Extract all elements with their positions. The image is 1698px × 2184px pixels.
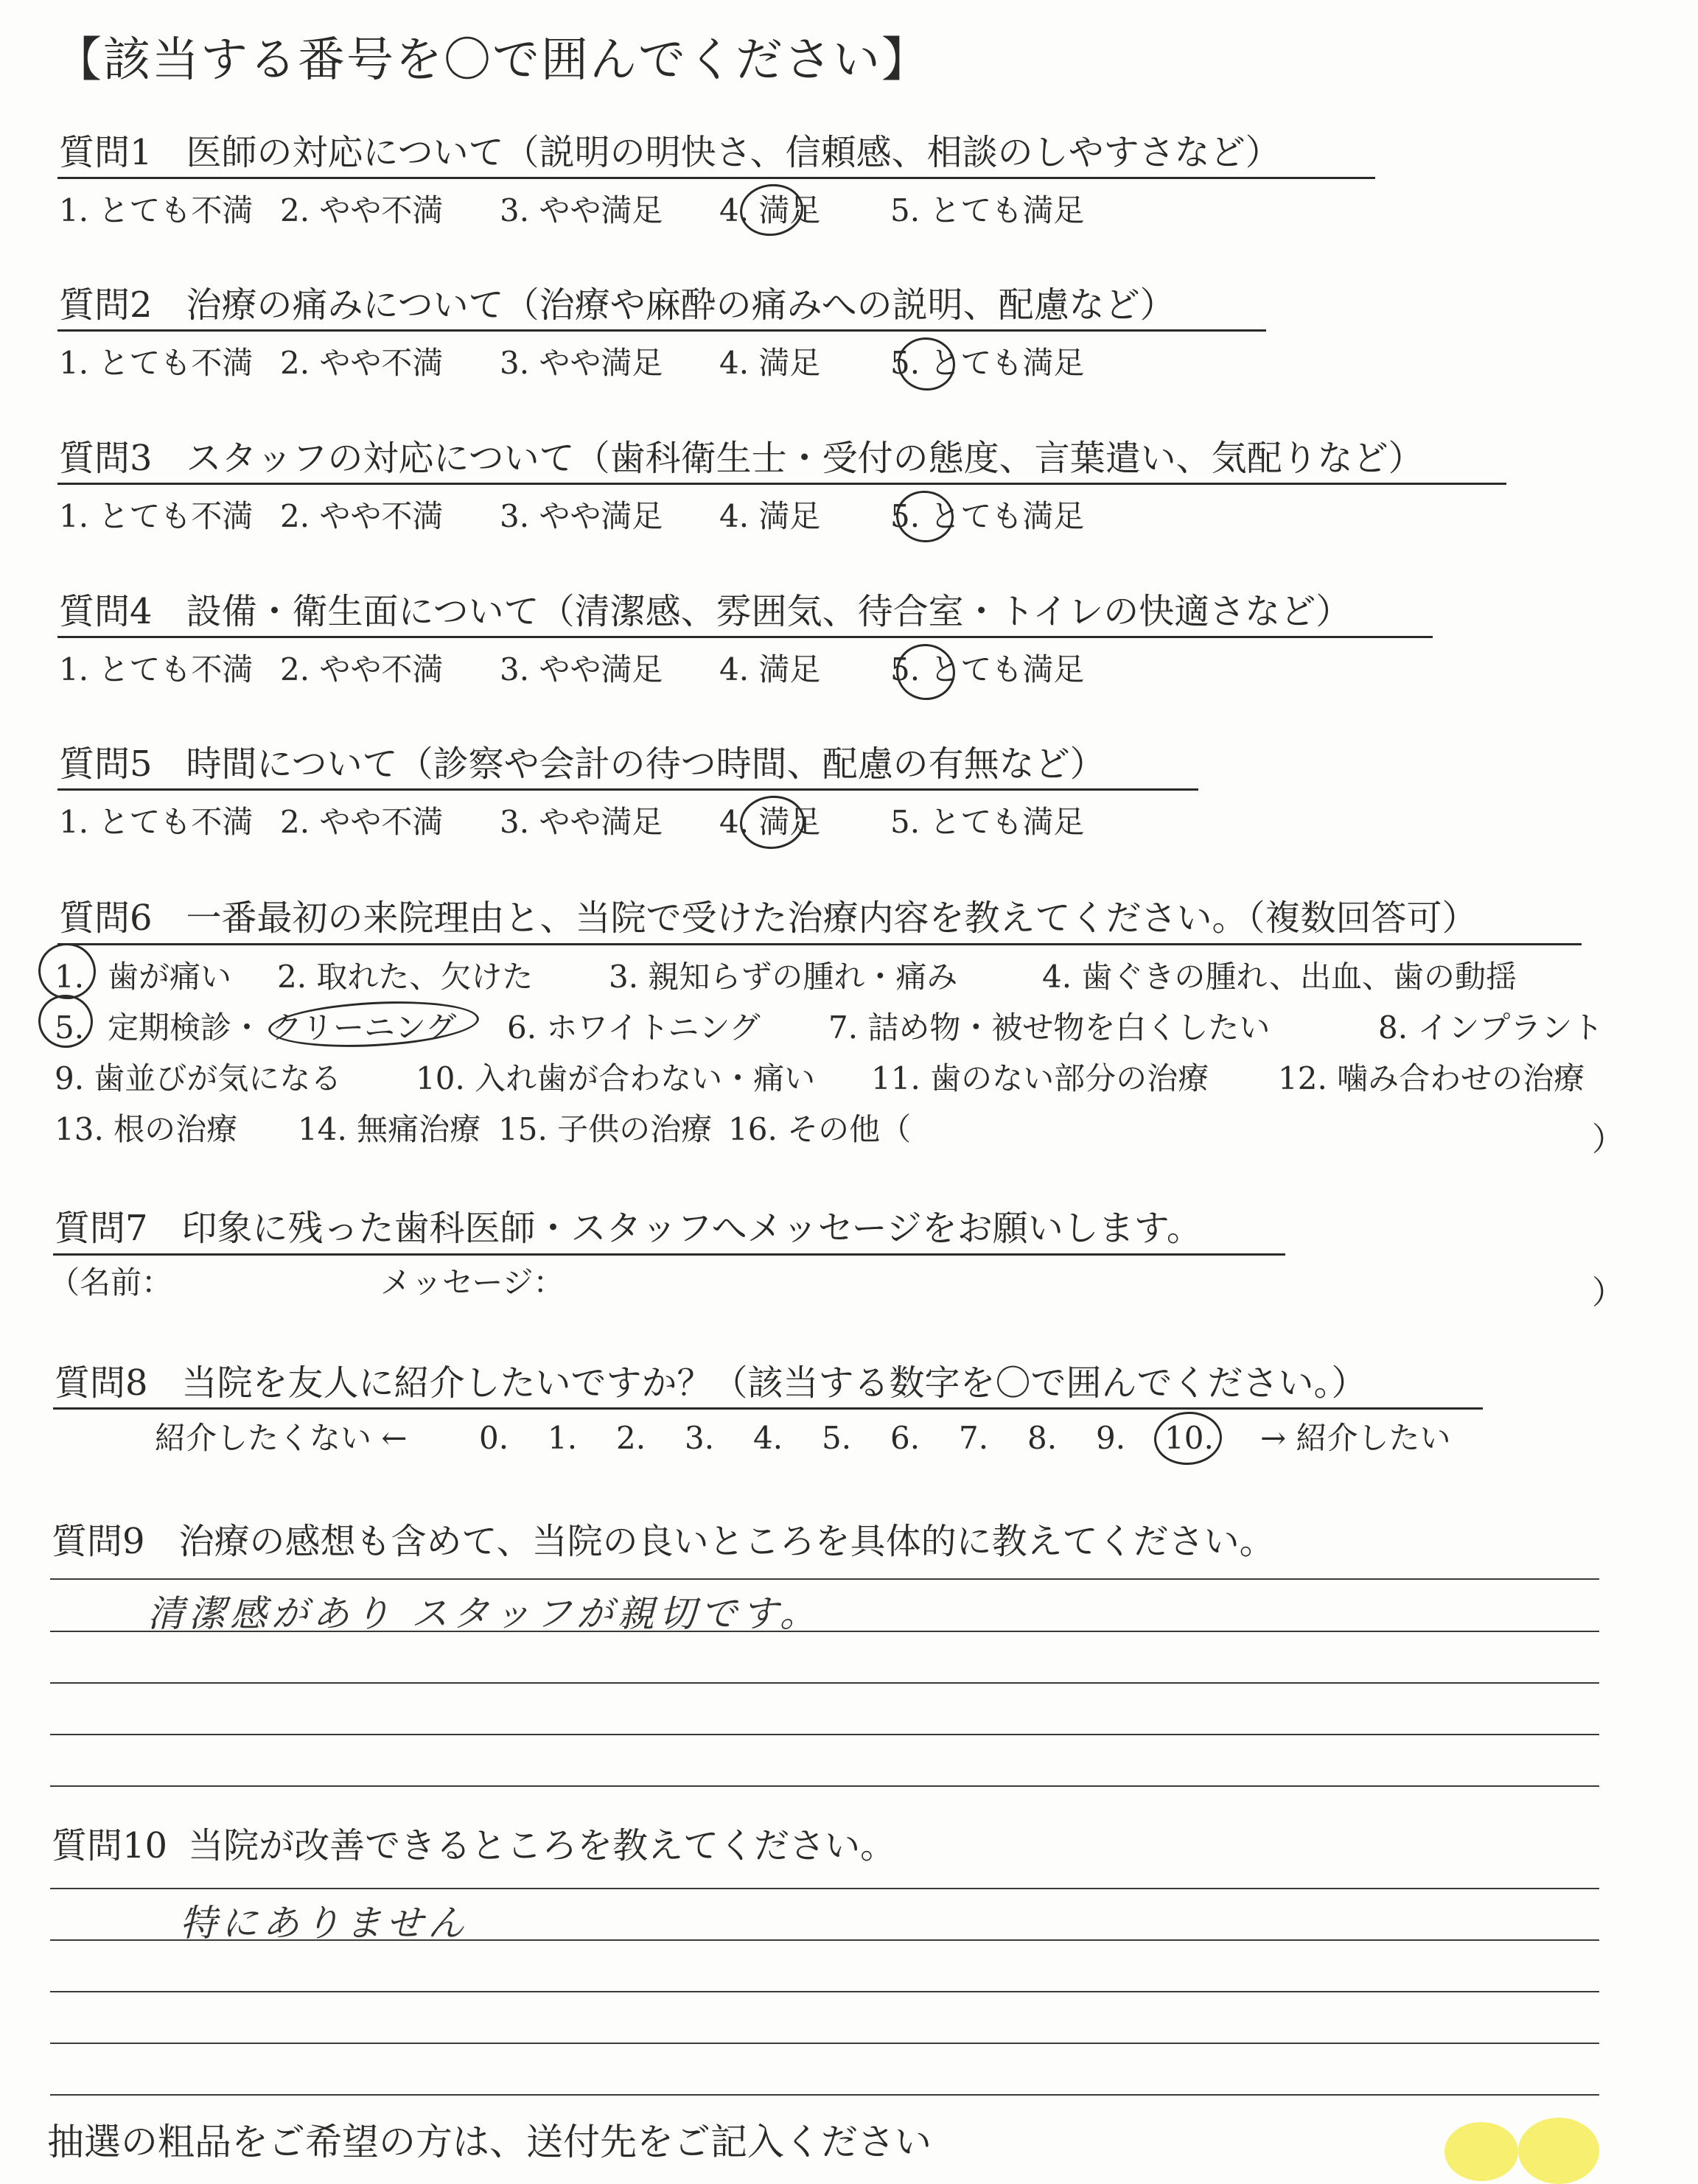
message-close-paren: ） (1592, 1274, 1624, 1312)
question-heading: 質問8 当院を友人に紹介したいですか？（該当する数字を〇で囲んでください。） (55, 1362, 1367, 1404)
scale-left-label: 紹介したくない ← (155, 1420, 408, 1456)
question-heading: 質問5 時間について（診察や会計の待つ時間、配慮の有無など） (59, 743, 1105, 785)
answer-line (50, 1682, 1599, 1684)
option-4[interactable]: 4. 歯ぐきの腫れ、出血、歯の動揺 (1042, 959, 1517, 995)
question-heading: 質問7 印象に残った歯科医師・スタッフへメッセージをお願いします。 (55, 1208, 1202, 1249)
heading-underline (53, 1253, 1285, 1256)
yellow-highlight (1444, 2122, 1518, 2181)
option-5[interactable]: 5. (55, 1009, 85, 1046)
option-2[interactable]: 2. やや不満 (280, 651, 444, 687)
option-5-label: 定期検診・ (108, 1009, 263, 1046)
option-3[interactable]: 3. やや満足 (500, 651, 663, 687)
answer-line (50, 1785, 1599, 1787)
options-row-1 (55, 959, 1517, 995)
question-heading: 質問3 スタッフの対応について（歯科衛生士・受付の態度、言葉遣い、気配りなど） (59, 438, 1424, 479)
option-10[interactable]: 10. 入れ歯が合わない・痛い (416, 1060, 816, 1096)
option-4[interactable]: 4. 満足 (719, 345, 821, 381)
option-11[interactable]: 11. 歯のない部分の治療 (871, 1060, 1209, 1096)
option-12[interactable]: 12. 噛み合わせの治療 (1278, 1060, 1585, 1096)
option-1[interactable]: 1. (55, 959, 85, 995)
option-1[interactable]: 1. とても不満 (59, 498, 254, 534)
option-3[interactable]: 3. 親知らずの腫れ・痛み (609, 959, 958, 995)
answer-line (50, 1578, 1599, 1580)
option-5[interactable]: 5. とても満足 (890, 651, 1085, 687)
option-3[interactable]: 3. やや満足 (500, 498, 663, 534)
footer-partial-text: 抽選の粗品をご希望の方は、送付先をご記入ください (47, 2121, 932, 2163)
option-4[interactable]: 4. 満足 (719, 651, 821, 687)
option-2[interactable]: 2. 取れた、欠けた (277, 959, 534, 995)
option-3[interactable]: 3. やや満足 (500, 804, 663, 840)
question-heading: 質問10 当院が改善できるところを教えてください。 (52, 1825, 896, 1866)
option-2[interactable]: 2. やや不満 (280, 498, 444, 534)
heading-underline (57, 177, 1375, 179)
option-5[interactable]: 5. とても満足 (890, 345, 1085, 381)
message-label: メッセージ： (380, 1264, 565, 1301)
scale-9[interactable]: 9. (1096, 1420, 1126, 1456)
option-13[interactable]: 13. 根の治療 (55, 1111, 238, 1147)
question-heading: 質問2 治療の痛みについて（治療や麻酔の痛みへの説明、配慮など） (59, 284, 1175, 326)
question-heading: 質問9 治療の感想も含めて、当院の良いところを具体的に教えてください。 (52, 1521, 1275, 1562)
option-2[interactable]: 2. やや不満 (280, 192, 444, 228)
scale-3[interactable]: 3. (685, 1420, 715, 1456)
scale-10[interactable]: 10. (1164, 1420, 1214, 1456)
selection-circle (737, 180, 807, 239)
handwritten-answer[interactable]: 特にありません (180, 1902, 469, 1945)
option-2[interactable]: 2. やや不満 (280, 804, 444, 840)
question-heading: 質問6 一番最初の来院理由と、当院で受けた治療内容を教えてください。（複数回答可） (59, 897, 1478, 939)
option-1[interactable]: 1. とても不満 (59, 651, 254, 687)
option-5[interactable]: 5. とても満足 (890, 804, 1085, 840)
other-close-paren: ） (1592, 1121, 1624, 1158)
option-1-label: 歯が痛い (108, 959, 232, 995)
options-row-3 (55, 1060, 1585, 1096)
option-16[interactable]: 16. その他（ (728, 1111, 912, 1147)
scale-0[interactable]: 0. (479, 1420, 509, 1456)
scale-2[interactable]: 2. (616, 1420, 646, 1456)
heading-underline (57, 943, 1582, 945)
answer-line (50, 1888, 1599, 1889)
name-label: （名前： (49, 1264, 173, 1301)
selection-circle (892, 640, 960, 705)
option-7[interactable]: 7. 詰め物・被せ物を白くしたい (828, 1009, 1271, 1046)
answer-line (50, 1991, 1599, 1992)
yellow-highlight (1518, 2118, 1599, 2184)
heading-underline (53, 1407, 1483, 1410)
option-3[interactable]: 3. やや満足 (500, 345, 663, 381)
answer-line (50, 1734, 1599, 1735)
option-3[interactable]: 3. やや満足 (500, 192, 663, 228)
option-1[interactable]: 1. とても不満 (59, 804, 254, 840)
option-4[interactable]: 4. 満足 (719, 804, 821, 840)
scale-1[interactable]: 1. (548, 1420, 578, 1456)
handwritten-answer[interactable]: 清潔感があり スタッフが親切です。 (147, 1592, 821, 1635)
selection-circle (894, 488, 957, 545)
scale-6[interactable]: 6. (890, 1420, 920, 1456)
option-2[interactable]: 2. やや不満 (280, 345, 444, 381)
scale-8[interactable]: 8. (1027, 1420, 1058, 1456)
option-5[interactable]: 5. とても満足 (890, 498, 1085, 534)
options-row-4 (55, 1111, 912, 1147)
option-4[interactable]: 4. 満足 (719, 192, 821, 228)
question-heading: 質問1 医師の対応について（説明の明快さ、信頼感、相談のしやすさなど） (59, 132, 1281, 173)
option-5-cleaning[interactable]: クリーニング (271, 1009, 457, 1046)
option-14[interactable]: 14. 無痛治療 (298, 1111, 481, 1147)
scale-row (155, 1420, 1451, 1456)
scale-5[interactable]: 5. (822, 1420, 852, 1456)
options-row (59, 192, 1085, 228)
option-6[interactable]: 6. ホワイトニング (507, 1009, 761, 1046)
option-1[interactable]: 1. とても不満 (59, 192, 254, 228)
answer-line (50, 2043, 1599, 2044)
selection-circle (1153, 1410, 1224, 1467)
scale-right-label: → 紹介したい (1260, 1420, 1451, 1456)
selection-circle (737, 793, 807, 853)
scale-4[interactable]: 4. (753, 1420, 783, 1456)
option-4[interactable]: 4. 満足 (719, 498, 821, 534)
option-8[interactable]: 8. インプラント (1378, 1009, 1604, 1046)
selection-circle (894, 334, 958, 394)
option-1[interactable]: 1. とても不満 (59, 345, 254, 381)
question-heading: 質問4 設備・衛生面について（清潔感、雰囲気、待合室・トイレの快適さなど） (59, 591, 1352, 632)
options-row (59, 804, 1085, 840)
option-5[interactable]: 5. とても満足 (890, 192, 1085, 228)
heading-underline (57, 636, 1433, 638)
heading-underline (57, 788, 1198, 791)
answer-line (50, 2094, 1599, 2096)
scale-7[interactable]: 7. (959, 1420, 989, 1456)
heading-underline (57, 329, 1266, 332)
option-15[interactable]: 15. 子供の治療 (498, 1111, 713, 1147)
option-9[interactable]: 9. 歯並びが気になる (55, 1060, 342, 1096)
heading-underline (57, 483, 1506, 485)
page-title: 【該当する番号を〇で囲んでください】 (55, 33, 930, 88)
